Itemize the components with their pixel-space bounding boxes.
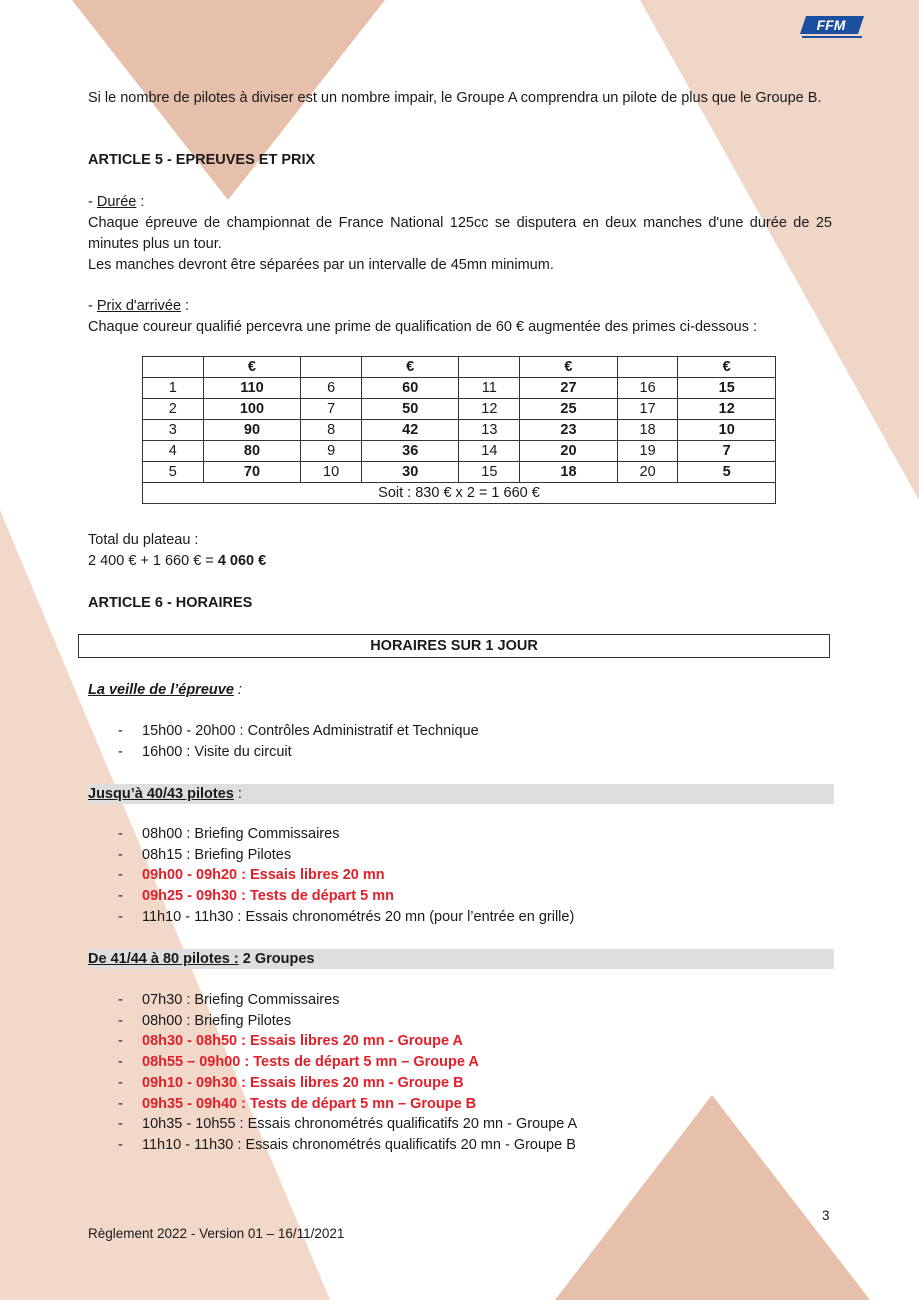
table-cell: 7	[678, 441, 776, 462]
table-row	[143, 441, 776, 462]
list-item-highlight: - 09h00 - 09h20 : Essais libres 20 mn	[114, 865, 814, 886]
table-cell: 4	[143, 441, 204, 462]
table-cell: 8	[301, 420, 362, 441]
list-item: - 08h15 : Briefing Pilotes	[114, 845, 814, 866]
list-item: - 08h00 : Briefing Commissaires	[114, 824, 814, 845]
table-cell	[301, 357, 362, 378]
list-item-highlight: - 08h30 - 08h50 : Essais libres 20 mn - Groupe A	[114, 1031, 814, 1052]
table-cell: 42	[361, 420, 459, 441]
veille-title: La veille de l’épreuve	[88, 682, 234, 698]
table-row	[143, 420, 776, 441]
table-cell: 1	[143, 378, 204, 399]
table-cell: 15	[678, 378, 776, 399]
ffm-logo	[800, 14, 866, 42]
footer-text: Règlement 2022 - Version 01 – 16/11/2021	[88, 1226, 345, 1241]
table-cell: 13	[459, 420, 520, 441]
intro-paragraph: Si le nombre de pilotes à diviser est un nombre impair, le Groupe A comprendra un pilote de plus que le Groupe B.	[88, 90, 822, 106]
table-cell: 20	[520, 441, 618, 462]
table-cell: 18	[520, 462, 618, 483]
table-cell: 20	[617, 462, 678, 483]
table-cell: 90	[203, 420, 301, 441]
table-header-row	[143, 357, 776, 378]
table-cell: 12	[678, 399, 776, 420]
total-label: Total du plateau :	[88, 532, 199, 548]
section1-band: Jusqu’à 40/43 pilotes :	[88, 784, 834, 804]
table-row	[143, 399, 776, 420]
table-cell: 14	[459, 441, 520, 462]
list-item-highlight: - 09h10 - 09h30 : Essais libres 20 mn - Groupe B	[114, 1073, 814, 1094]
total-line	[88, 551, 832, 572]
table-cell: 12	[459, 399, 520, 420]
table-cell: 60	[361, 378, 459, 399]
table-cell: 25	[520, 399, 618, 420]
list-item: - 07h30 : Briefing Commissaires	[114, 990, 814, 1011]
table-cell: 11	[459, 378, 520, 399]
table-cell: 36	[361, 441, 459, 462]
section2-suffix: 2 Groupes	[242, 951, 315, 967]
veille-list	[114, 721, 814, 762]
table-cell: 50	[361, 399, 459, 420]
table-total: Soit : 830 € x 2 = 1 660 €	[143, 483, 776, 504]
table-cell: 110	[203, 378, 301, 399]
table-cell: 27	[520, 378, 618, 399]
table-row	[143, 378, 776, 399]
list-item: - 11h10 - 11h30 : Essais chronométrés qualificatifs 20 mn - Groupe B	[114, 1135, 814, 1156]
table-cell: 6	[301, 378, 362, 399]
table-cell: 10	[301, 462, 362, 483]
table-cell: 5	[678, 462, 776, 483]
table-cell: 10	[678, 420, 776, 441]
table-cell: 23	[520, 420, 618, 441]
table-cell: €	[678, 357, 776, 378]
table-cell	[143, 357, 204, 378]
table-cell: 80	[203, 441, 301, 462]
table-cell	[617, 357, 678, 378]
list-item: - 11h10 - 11h30 : Essais chronométrés 20 mn (pour l’entrée en grille)	[114, 907, 814, 928]
table-cell: 18	[617, 420, 678, 441]
list-item: - 16h00 : Visite du circuit	[114, 742, 814, 763]
duree-heading: - Durée :	[88, 194, 145, 210]
list-item: - 15h00 - 20h00 : Contrôles Administratif et Technique	[114, 721, 814, 742]
table-cell: 19	[617, 441, 678, 462]
table-cell: 70	[203, 462, 301, 483]
table-cell: 9	[301, 441, 362, 462]
list-item-highlight: - 09h35 - 09h40 : Tests de départ 5 mn – Groupe B	[114, 1094, 814, 1115]
table-cell: 17	[617, 399, 678, 420]
veille-heading: La veille de l’épreuve :	[88, 682, 242, 698]
section1-title: Jusqu’à 40/43 pilotes	[88, 786, 234, 802]
table-cell: 100	[203, 399, 301, 420]
duree-label: Durée	[96, 194, 137, 210]
table-cell: 16	[617, 378, 678, 399]
section2-title: De 41/44 à 80 pilotes :	[88, 951, 239, 967]
table-cell: 15	[459, 462, 520, 483]
table-cell: 5	[143, 462, 204, 483]
table-cell: €	[520, 357, 618, 378]
table-cell	[459, 357, 520, 378]
prize-table	[142, 356, 776, 504]
total-value: 4 060 €	[217, 553, 267, 569]
section2-list	[114, 990, 814, 1156]
list-item: - 10h35 - 10h55 : Essais chronométrés qualificatifs 20 mn - Groupe A	[114, 1114, 814, 1135]
schedule-box-title: HORAIRES SUR 1 JOUR	[78, 634, 830, 658]
prix-text: Chaque coureur qualifié percevra une prime de qualification de 60 € augmentée des primes ci-dessous :	[88, 319, 758, 335]
table-cell: 3	[143, 420, 204, 441]
table-total-row	[143, 483, 776, 504]
list-item-highlight: - 08h55 – 09h00 : Tests de départ 5 mn – Groupe A	[114, 1052, 814, 1073]
article6-title: ARTICLE 6 - HORAIRES	[88, 595, 253, 611]
article5-title: ARTICLE 5 - EPREUVES ET PRIX	[88, 152, 316, 168]
table-cell: 7	[301, 399, 362, 420]
list-item: - 08h00 : Briefing Pilotes	[114, 1011, 814, 1032]
table-cell: €	[361, 357, 459, 378]
list-item-highlight: - 09h25 - 09h30 : Tests de départ 5 mn	[114, 886, 814, 907]
table-cell: €	[203, 357, 301, 378]
logo-text: FFM	[816, 17, 846, 33]
duree-text-2: Les manches devront être séparées par un intervalle de 45mn minimum.	[88, 257, 554, 273]
table-cell: 30	[361, 462, 459, 483]
table-cell: 2	[143, 399, 204, 420]
page-number: 3	[822, 1208, 830, 1223]
section2-band	[88, 949, 834, 969]
section1-list	[114, 824, 814, 928]
prix-label: Prix d'arrivée	[96, 298, 182, 314]
prix-heading: - Prix d'arrivée :	[88, 298, 190, 314]
table-row	[143, 462, 776, 483]
duree-text-1: Chaque épreuve de championnat de France National 125cc se disputera en deux manches d'une durée de 25 minutes plus un tour.	[88, 215, 832, 252]
total-calc: 2 400 € + 1 660 € =	[88, 553, 218, 569]
